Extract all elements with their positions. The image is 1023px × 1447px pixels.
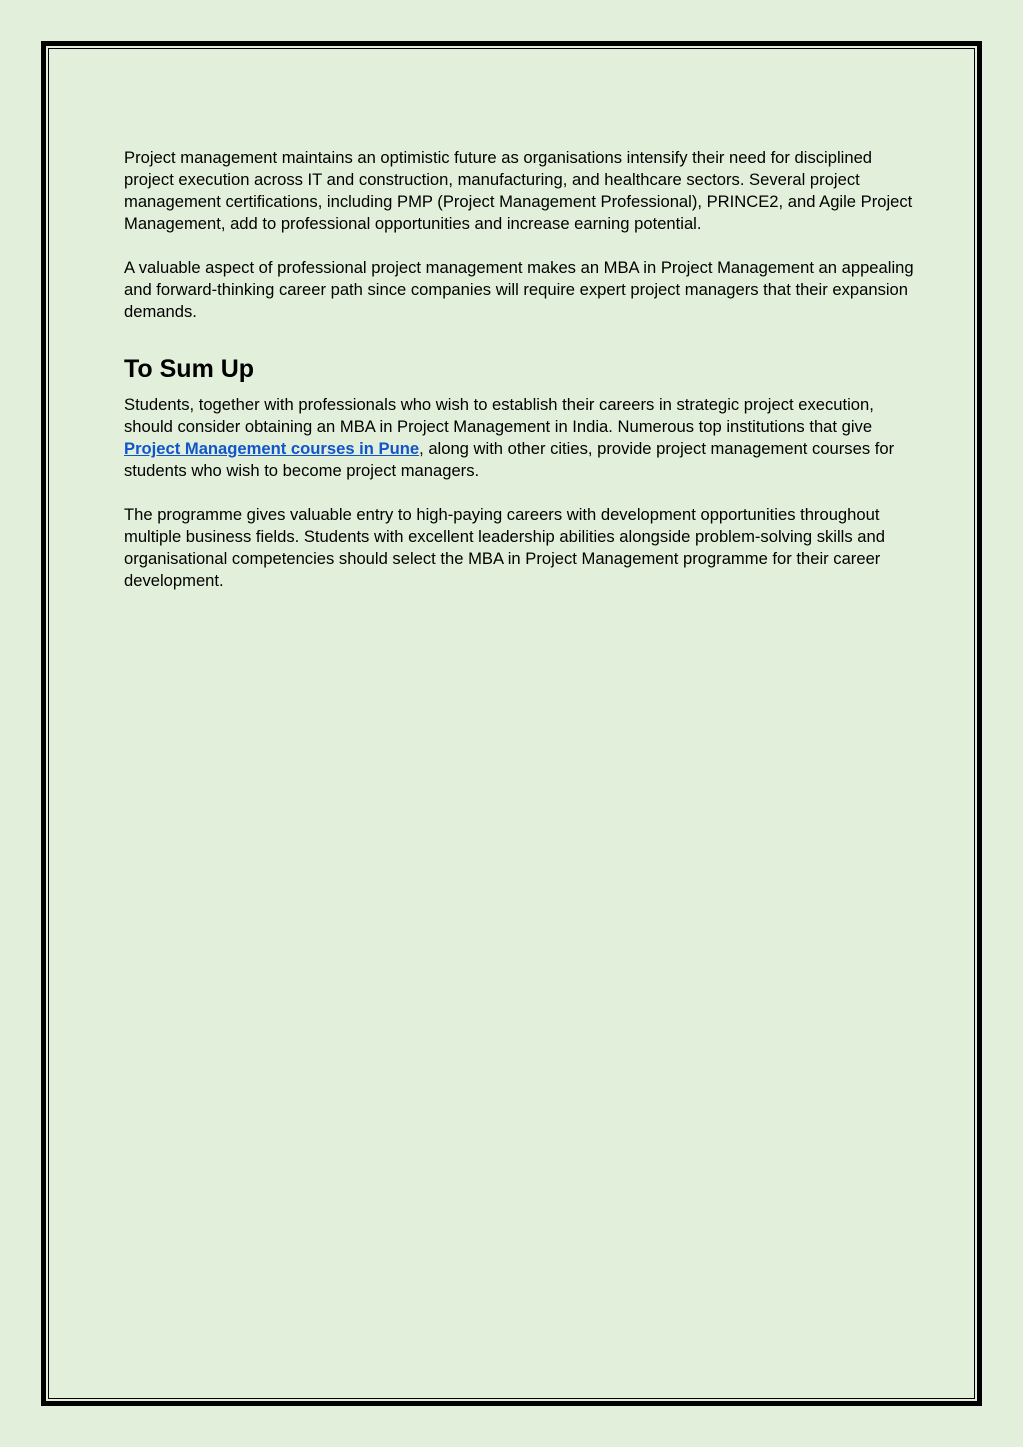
summary-text-before-link: Students, together with professionals who wish to establish their careers in strategic project execution, should consider obtaining an MBA in Project Management in India. Numerous top institutions that give	[124, 395, 874, 436]
paragraph-future-outlook: Project management maintains an optimistic future as organisations intensify their need for disciplined project execution across IT and construction, manufacturing, and healthcare sectors. Several project management certifications, including PMP (Project Management Professional), PRINCE2, and Agile Project Management, add to professional opportunities and increase earning potential.	[124, 148, 913, 233]
paragraph-summary-programme: The programme gives valuable entry to high-paying careers with development opportunities throughout multiple business fields. Students with excellent leadership abilities alongside problem-solving skills and organisational competencies should select the MBA in Project Management programme for their career development.	[124, 505, 885, 590]
section-heading-summary: To Sum Up	[124, 355, 255, 383]
pune-courses-link[interactable]: Project Management courses in Pune	[124, 439, 420, 458]
document-body	[124, 147, 914, 592]
summary-text-after-link: , along with other cities, provide project management courses for students who wish to become project managers.	[124, 439, 895, 480]
paragraph-mba-value: A valuable aspect of professional project management makes an MBA in Project Management an appealing and forward-thinking career path since companies will require expert project managers that their expansion demands.	[124, 258, 914, 321]
paragraph-summary-students	[124, 394, 914, 482]
